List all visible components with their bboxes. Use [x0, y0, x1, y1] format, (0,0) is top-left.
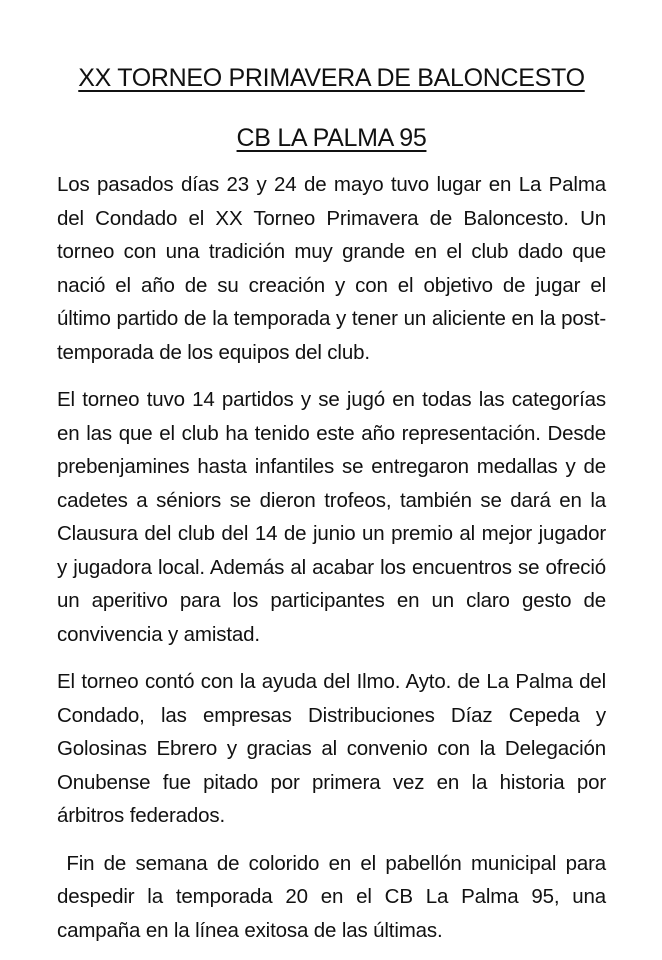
paragraph-1: Los pasados días 23 y 24 de mayo tuvo lugar en La Palma del Condado el XX Torneo Primavera de Baloncesto. Un torneo con una tradición muy grande en el club dado que nació el año de su creación y con el objetivo de jugar el último partido de la temporada y tener un aliciente en la post-temporada de los equipos del club. [57, 173, 606, 364]
paragraph-4: Fin de semana de colorido en el pabellón municipal para despedir la temporada 20 en el CB La Palma 95, una campaña en la línea exitosa de las últimas. [57, 851, 612, 942]
document-title: XX TORNEO PRIMAVERA DE BALONCESTO [78, 64, 585, 92]
document-subtitle: CB LA PALMA 95 [236, 124, 427, 152]
paragraph-3: El torneo contó con la ayuda del Ilmo. Ayto. de La Palma del Condado, las empresas Distribuciones Díaz Cepeda y Golosinas Ebrero y gracias al convenio con la Delegación Onubense fue pitado por primera vez en la historia por árbitros federados. [57, 670, 606, 827]
paragraph-2: El torneo tuvo 14 partidos y se jugó en todas las categorías en las que el club ha tenido este año representación. Desde prebenjamines hasta infantiles se entregaron medallas y de cadetes a séniors se dieron trofeos, también se dará en la Clausura del club del 14 de junio un premio al mejor jugador y jugadora local. Además al acabar los encuentros se ofreció un aperitivo para los participantes en un claro gesto de convivencia y amistad. [57, 388, 606, 646]
